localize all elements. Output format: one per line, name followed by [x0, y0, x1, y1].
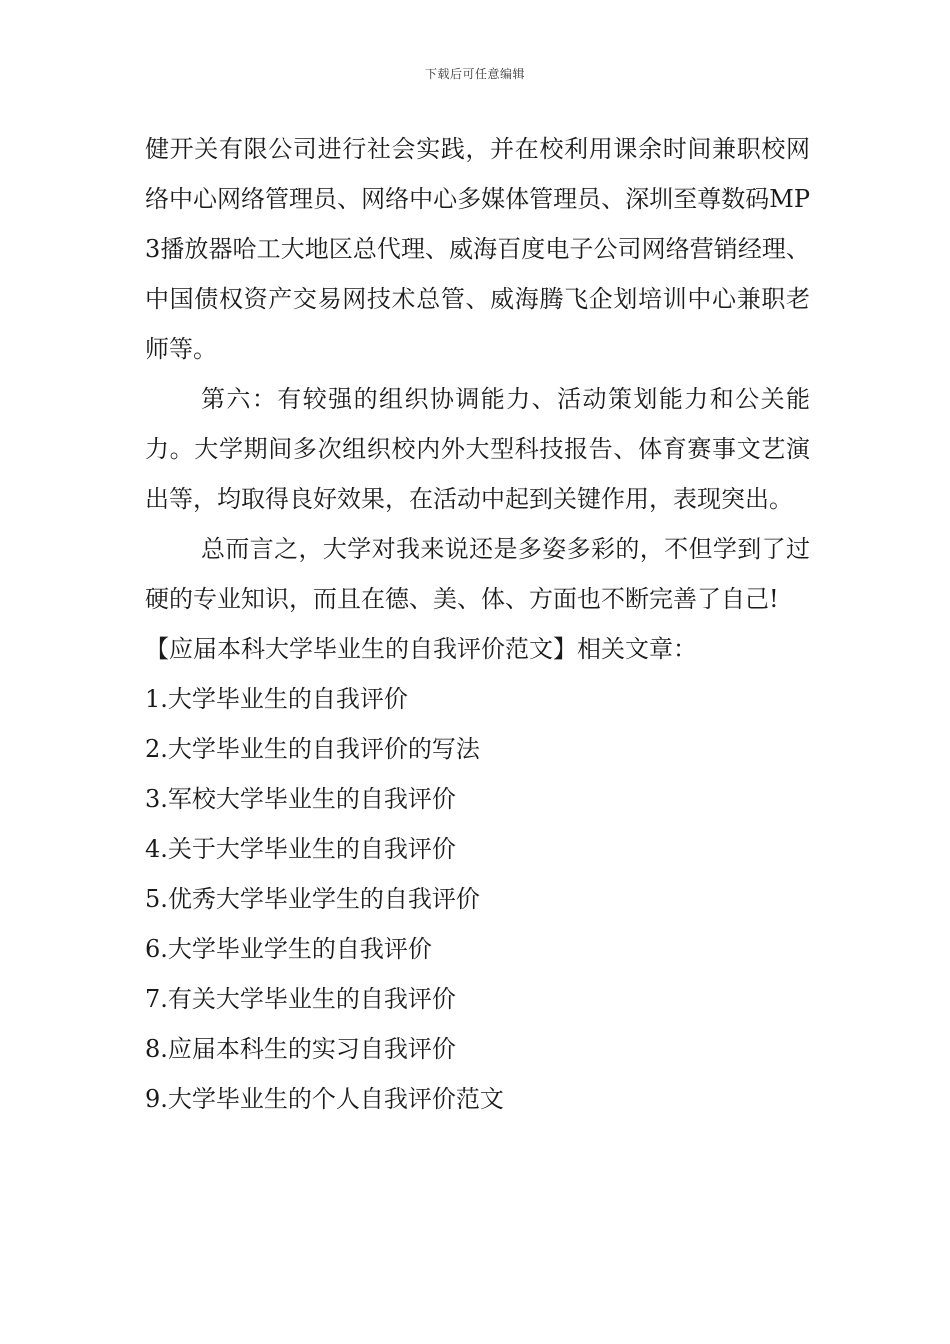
- paragraph-summary: 总而言之，大学对我来说还是多姿多彩的，不但学到了过硬的专业知识，而且在德、美、体、方面也不断完善了自己!: [145, 535, 810, 613]
- related-articles-list: [145, 674, 810, 1124]
- paragraph-practice: 健开关有限公司进行社会实践，并在校利用课余时间兼职校网络中心网络管理员、网络中心多媒体管理员、深圳至尊数码MP3播放器哈工大地区总代理、威海百度电子公司网络营销经理、中国债权资产交易网技术总管、威海腾飞企划培训中心兼职老师等。: [145, 135, 810, 363]
- page-header-note: 下载后可任意编辑: [424, 67, 525, 81]
- document-body: [145, 124, 810, 1124]
- paragraph-organization: 第六：有较强的组织协调能力、活动策划能力和公关能力。大学期间多次组织校内外大型科技报告、体育赛事文艺演出等，均取得良好效果，在活动中起到关键作用，表现突出。: [145, 385, 810, 513]
- related-article-link[interactable]: 3.军校大学毕业生的自我评价: [145, 785, 456, 813]
- related-article-link[interactable]: 5.优秀大学毕业学生的自我评价: [145, 885, 480, 913]
- related-article-link[interactable]: 7.有关大学毕业生的自我评价: [145, 985, 456, 1013]
- related-article-link[interactable]: 8.应届本科生的实习自我评价: [145, 1035, 456, 1063]
- related-article-link[interactable]: 9.大学毕业生的个人自我评价范文: [145, 1085, 504, 1113]
- related-article-link[interactable]: 1.大学毕业生的自我评价: [145, 685, 408, 713]
- related-article-link[interactable]: 6.大学毕业学生的自我评价: [145, 935, 432, 963]
- related-article-link[interactable]: 2.大学毕业生的自我评价的写法: [145, 735, 480, 763]
- related-article-link[interactable]: 4.关于大学毕业生的自我评价: [145, 835, 456, 863]
- related-articles-title: 【应届本科大学毕业生的自我评价范文】相关文章：: [145, 635, 697, 663]
